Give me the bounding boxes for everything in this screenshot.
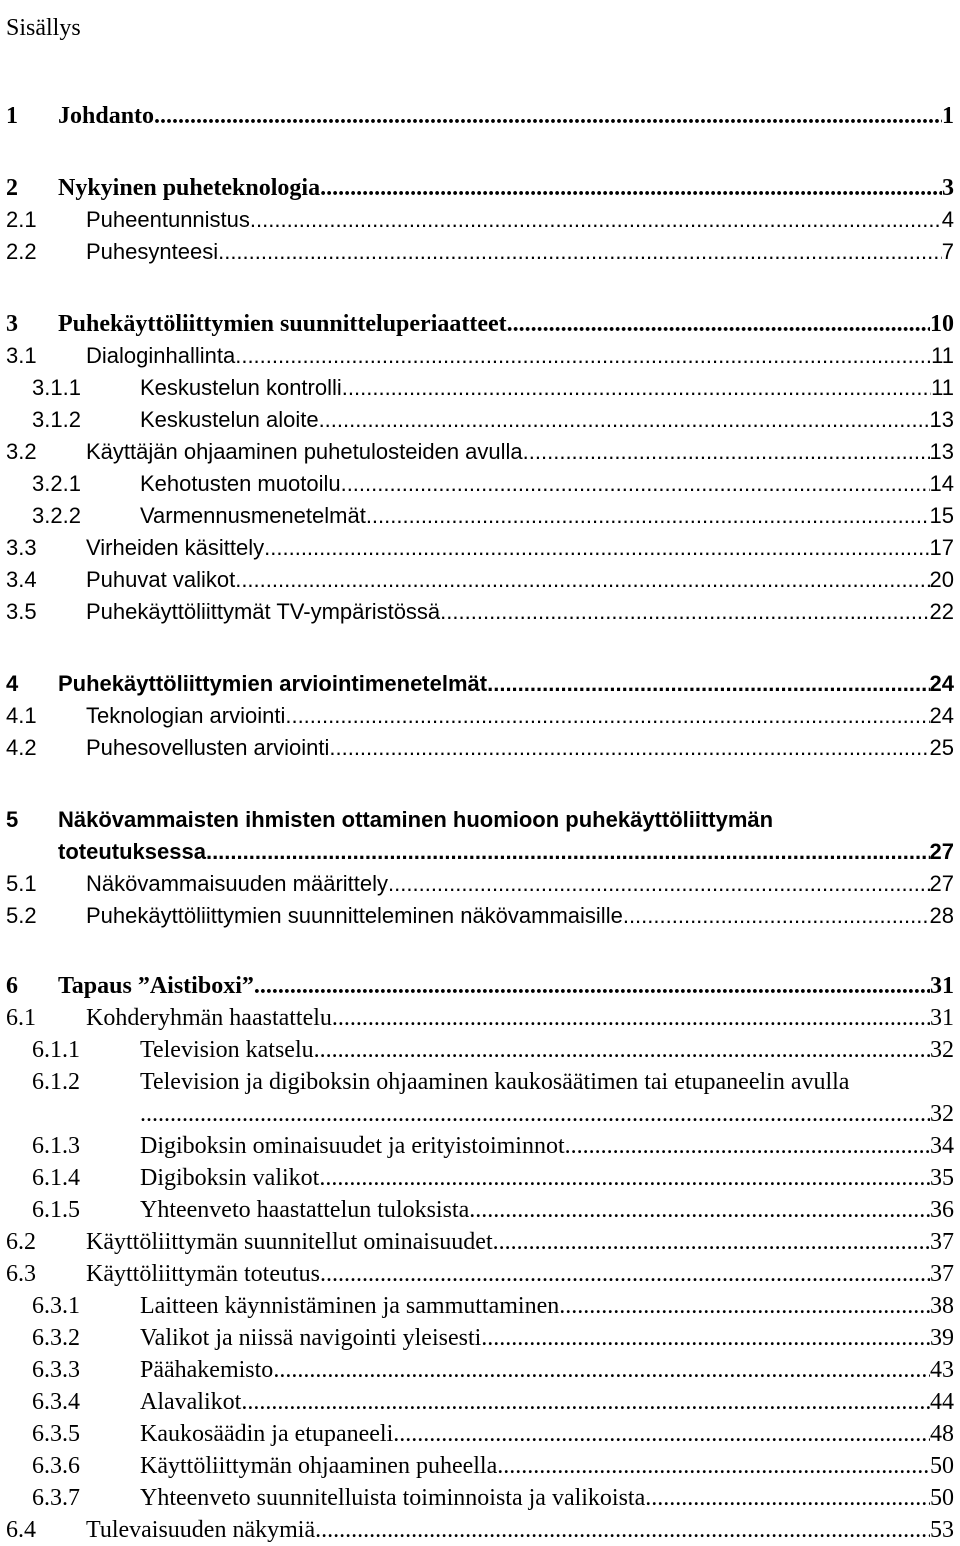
toc-entry-page: 14	[929, 471, 954, 496]
toc-entry-number: 6.3.6	[32, 1453, 80, 1479]
toc-entry-number: 6.1.1	[32, 1037, 80, 1063]
toc-dot-leader	[497, 1450, 930, 1482]
toc-entry-number: 6.3.7	[32, 1485, 80, 1511]
toc-entry-number: 5.2	[6, 903, 37, 928]
toc-entry[interactable]	[0, 1002, 960, 1034]
toc-entry[interactable]	[0, 668, 960, 700]
toc-entry-label: Varmennusmenetelmät	[140, 503, 366, 528]
toc-entry-label: Käyttöliittymän toteutus	[86, 1261, 320, 1287]
toc-entry[interactable]	[0, 1098, 960, 1130]
toc-entry-label: Puhekäyttöliittymien arviointimenetelmät	[58, 671, 488, 696]
toc-entry-page: 13	[929, 439, 954, 464]
toc-entry-page: 27	[929, 871, 954, 896]
toc-entry-number: 3.1.1	[32, 375, 81, 400]
toc-entry-number: 6.3	[6, 1261, 36, 1287]
toc-entry-page: 35	[930, 1165, 954, 1191]
toc-dot-leader	[440, 596, 929, 628]
toc-entry-page: 34	[930, 1133, 954, 1159]
toc-entry[interactable]	[0, 1162, 960, 1194]
toc-entry[interactable]	[0, 500, 960, 532]
toc-entry-label: Digiboksin ominaisuudet ja erityistoiminnot	[140, 1133, 565, 1159]
toc-dot-leader	[319, 1162, 930, 1194]
toc-dot-leader	[332, 1002, 930, 1034]
toc-entry[interactable]	[0, 804, 960, 836]
toc-entry[interactable]	[0, 1226, 960, 1258]
toc-dot-leader	[206, 836, 930, 868]
toc-entry-number: 6.1.4	[32, 1165, 80, 1191]
toc-dot-leader	[218, 236, 942, 268]
toc-entry-label: Käyttöliittymän ohjaaminen puheella	[140, 1453, 498, 1479]
toc-dot-leader	[320, 1258, 930, 1290]
toc-dot-leader	[469, 1194, 930, 1226]
toc-dot-leader	[388, 868, 929, 900]
toc-dot-leader	[154, 100, 942, 132]
toc-entry-page: 37	[930, 1229, 954, 1255]
toc-entry-number: 1	[6, 103, 18, 129]
toc-entry-number: 3.5	[6, 599, 37, 624]
toc-entry-page: 20	[929, 567, 954, 592]
toc-dot-leader	[140, 1098, 930, 1130]
toc-entry-number: 6.1.5	[32, 1197, 80, 1223]
toc-entry-page: 38	[930, 1293, 954, 1319]
toc-entry[interactable]	[0, 836, 960, 868]
toc-entry[interactable]	[0, 340, 960, 372]
toc-entry-label: Näkövammaisuuden määrittely	[86, 871, 389, 896]
toc-entry-label: Nykyinen puheteknologia	[58, 175, 321, 201]
toc-entry-number: 4	[6, 671, 19, 696]
toc-entry-page: 4	[941, 207, 954, 232]
toc-entry-page: 25	[929, 735, 954, 760]
toc-entry-page: 44	[930, 1389, 954, 1415]
toc-entry-label: Valikot ja niissä navigointi yleisesti	[140, 1325, 482, 1351]
toc-entry-number: 5	[6, 807, 19, 832]
toc-entry[interactable]	[0, 1258, 960, 1290]
toc-entry-number: 6.1.2	[32, 1069, 80, 1095]
toc-entry-page: 17	[929, 535, 954, 560]
toc-entry[interactable]	[0, 172, 960, 204]
toc-entry-page: 32	[930, 1101, 954, 1127]
toc-entry-page: 28	[929, 903, 954, 928]
toc-entry-label: Näkövammaisten ihmisten ottaminen huomioon puhekäyttöliittymän	[58, 807, 774, 832]
toc-entry[interactable]	[0, 372, 960, 404]
toc-entry-page: 24	[929, 671, 954, 696]
toc-dot-leader	[285, 700, 929, 732]
toc-dot-leader	[329, 732, 929, 764]
toc-dot-leader	[487, 668, 929, 700]
toc-entry[interactable]	[0, 1514, 960, 1546]
toc-entry-page: 11	[931, 375, 954, 400]
toc-dot-leader	[507, 308, 930, 340]
toc-entry-number: 3.1	[6, 343, 37, 368]
toc-entry[interactable]	[0, 1322, 960, 1354]
toc-entry-page: 1	[942, 103, 954, 129]
toc-entry-page: 13	[929, 407, 954, 432]
toc-dot-leader	[315, 1514, 930, 1546]
toc-entry-label: Kohderyhmän haastattelu	[86, 1005, 332, 1031]
toc-entry-number: 6.3.2	[32, 1325, 80, 1351]
toc-entry-label: Puhekäyttöliittymien suunnitteluperiaatteet	[58, 311, 507, 337]
toc-dot-leader	[273, 1354, 930, 1386]
toc-entry[interactable]	[0, 1194, 960, 1226]
toc-entry-number: 3.2.1	[32, 471, 81, 496]
toc-dot-leader	[319, 404, 930, 436]
toc-entry-page: 10	[930, 311, 954, 337]
toc-entry-number: 3.4	[6, 567, 37, 592]
toc-entry[interactable]	[0, 1354, 960, 1386]
toc-entry-label: Digiboksin valikot	[140, 1165, 320, 1191]
toc-entry-label: Tulevaisuuden näkymiä	[86, 1517, 316, 1543]
toc-dot-leader	[393, 1418, 930, 1450]
toc-entry-label: Yhteenveto haastattelun tuloksista	[140, 1197, 470, 1223]
toc-dot-leader	[623, 900, 930, 932]
toc-entry-page: 50	[930, 1453, 954, 1479]
toc-entry-page: 3	[942, 175, 954, 201]
toc-entry-label: Puheentunnistus	[86, 207, 250, 232]
toc-entry-label: Kehotusten muotoilu	[140, 471, 341, 496]
toc-entry[interactable]	[0, 532, 960, 564]
toc-entry-page: 43	[930, 1357, 954, 1383]
toc-dot-leader	[264, 532, 929, 564]
toc-dot-leader	[341, 468, 930, 500]
toc-entry-page: 15	[929, 503, 954, 528]
toc-entry-number: 3.2.2	[32, 503, 81, 528]
toc-entry-label: Kaukosäädin ja etupaneeli	[140, 1421, 394, 1447]
toc-entry-number: 2.2	[6, 239, 37, 264]
toc-dot-leader	[523, 436, 930, 468]
toc-entry[interactable]	[0, 204, 960, 236]
toc-entry-label: Käyttöliittymän suunnitellut ominaisuudet	[86, 1229, 493, 1255]
toc-dot-leader	[493, 1226, 930, 1258]
toc-entry-number: 2.1	[6, 207, 37, 232]
toc-entry-label: Päähakemisto	[140, 1357, 274, 1383]
toc-entry-number: 6.1	[6, 1005, 36, 1031]
toc-entry[interactable]	[0, 970, 960, 1002]
toc-entry-page: 53	[930, 1517, 954, 1543]
toc-entry-page: 37	[930, 1261, 954, 1287]
toc-entry-page: 31	[930, 973, 954, 999]
toc-entry[interactable]	[0, 700, 960, 732]
toc-entry-label: Television katselu	[140, 1037, 314, 1063]
toc-dot-leader	[366, 500, 930, 532]
toc-entry-page: 31	[930, 1005, 954, 1031]
toc-entry-number: 3.2	[6, 439, 37, 464]
toc-entry-number: 6.3.5	[32, 1421, 80, 1447]
toc-entry-label: Keskustelun aloite	[140, 407, 319, 432]
toc-entry-page: 36	[930, 1197, 954, 1223]
toc-entry[interactable]	[0, 468, 960, 500]
toc-dot-leader	[559, 1290, 930, 1322]
toc-entry-label: Tapaus ”Aistiboxi”	[58, 973, 254, 999]
toc-entry-page: 39	[930, 1325, 954, 1351]
toc-entry-label: Alavalikot	[140, 1389, 242, 1415]
toc-dot-leader	[235, 340, 931, 372]
toc-entry-number: 3.1.2	[32, 407, 81, 432]
toc-title: Sisällys	[6, 15, 81, 42]
toc-entry-number: 3	[6, 311, 18, 337]
toc-entry[interactable]	[0, 1034, 960, 1066]
toc-entry-page: 32	[930, 1037, 954, 1063]
toc-entry[interactable]	[0, 1450, 960, 1482]
toc-entry-number: 6.4	[6, 1517, 36, 1543]
toc-entry-label: Yhteenveto suunnitelluista toiminnoista ja valikoista	[140, 1485, 646, 1511]
toc-dot-leader	[342, 372, 931, 404]
toc-entry-label: Teknologian arviointi	[86, 703, 286, 728]
toc-dot-leader	[565, 1130, 930, 1162]
toc-entry-label: Dialoginhallinta	[86, 343, 236, 368]
toc-entry-label: Keskustelun kontrolli	[140, 375, 342, 400]
toc-entry[interactable]	[0, 1418, 960, 1450]
toc-entry-label: Puhesynteesi	[86, 239, 219, 264]
toc-entry[interactable]	[0, 1130, 960, 1162]
toc-entry[interactable]	[0, 100, 960, 132]
toc-dot-leader	[320, 172, 942, 204]
toc-entry[interactable]	[0, 596, 960, 628]
toc-entry-label: Virheiden käsittely	[86, 535, 265, 560]
toc-entry-number: 6	[6, 973, 18, 999]
toc-entry-number: 6.3.1	[32, 1293, 80, 1319]
toc-dot-leader	[481, 1322, 930, 1354]
toc-entry-label: Puhuvat valikot	[86, 567, 236, 592]
toc-entry[interactable]	[0, 900, 960, 932]
toc-entry-page: 7	[941, 239, 954, 264]
toc-entry[interactable]	[0, 868, 960, 900]
toc-entry-number: 2	[6, 175, 18, 201]
toc-entry[interactable]	[0, 564, 960, 596]
toc-entry[interactable]	[0, 236, 960, 268]
toc-entry-label: Puhekäyttöliittymien suunnitteleminen näkövammaisille	[86, 903, 623, 928]
toc-entry-label: toteutuksessa	[58, 839, 206, 864]
toc-dot-leader	[645, 1482, 930, 1514]
toc-entry-label: Laitteen käynnistäminen ja sammuttaminen	[140, 1293, 560, 1319]
toc-entry-page: 24	[929, 703, 954, 728]
toc-entry-label: Puhekäyttöliittymät TV-ympäristössä	[86, 599, 441, 624]
toc-entry-number: 4.1	[6, 703, 37, 728]
toc-entry[interactable]	[0, 1290, 960, 1322]
toc-entry-number: 6.3.3	[32, 1357, 80, 1383]
toc-entry-page: 50	[930, 1485, 954, 1511]
toc-entry-label: Television ja digiboksin ohjaaminen kaukosäätimen tai etupaneelin avulla	[140, 1069, 850, 1095]
toc-entry-number: 6.3.4	[32, 1389, 80, 1415]
toc-entry-label: Käyttäjän ohjaaminen puhetulosteiden avulla	[86, 439, 523, 464]
toc-entry-number: 4.2	[6, 735, 37, 760]
toc-entry-number: 5.1	[6, 871, 37, 896]
toc-entry-number: 6.1.3	[32, 1133, 80, 1159]
toc-entry-page: 48	[930, 1421, 954, 1447]
toc-entry-number: 3.3	[6, 535, 37, 560]
toc-dot-leader	[235, 564, 929, 596]
toc-entry[interactable]	[0, 436, 960, 468]
toc-entry-page: 11	[931, 343, 954, 368]
toc-entry[interactable]	[0, 1386, 960, 1418]
toc-entry[interactable]	[0, 308, 960, 340]
toc-dot-leader	[250, 204, 942, 236]
toc-entry[interactable]	[0, 732, 960, 764]
toc-entry-number: 6.2	[6, 1229, 36, 1255]
toc-entry[interactable]	[0, 404, 960, 436]
toc-entry-label: Puhesovellusten arviointi	[86, 735, 330, 760]
toc-entry-page: 22	[929, 599, 954, 624]
toc-dot-leader	[254, 970, 930, 1002]
toc-entry[interactable]	[0, 1066, 960, 1098]
toc-entry-page: 27	[929, 839, 954, 864]
toc-dot-leader	[241, 1386, 930, 1418]
toc-entry-label: Johdanto	[58, 103, 155, 129]
toc-dot-leader	[314, 1034, 930, 1066]
toc-entry[interactable]	[0, 1482, 960, 1514]
